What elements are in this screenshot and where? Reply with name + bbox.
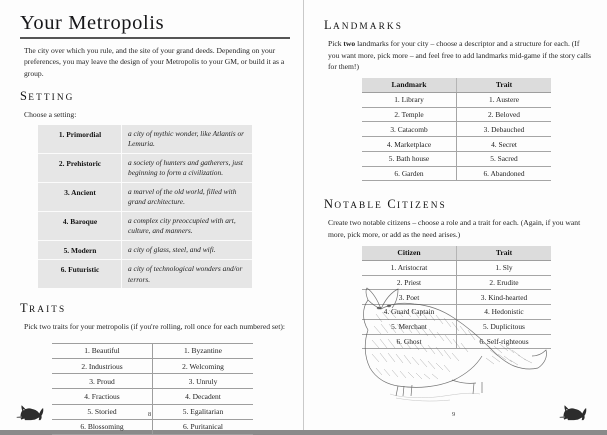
- landmark-trait-option: 4. Secret: [457, 137, 552, 152]
- table-row: [38, 211, 252, 240]
- landmark-option: 2. Temple: [362, 107, 457, 122]
- table-row: [52, 389, 253, 404]
- trait-option-a: 5. Storied: [52, 404, 153, 419]
- traits-heading-initial: T: [20, 301, 29, 316]
- table-row: [362, 137, 551, 152]
- table-row: [52, 343, 253, 358]
- setting-option-desc: a complex city preoccupied with art, culture, and manners.: [122, 211, 253, 240]
- table-row: [38, 153, 252, 182]
- section-heading-notable-citizens: [324, 197, 591, 212]
- citizen-option: 5. Merchant: [362, 319, 457, 334]
- table-row: [52, 374, 253, 389]
- table-row: [38, 125, 252, 154]
- setting-option-number: 5. Modern: [38, 240, 122, 260]
- table-header-row: [362, 78, 551, 93]
- landmark-trait-option: 5. Sacred: [457, 151, 552, 166]
- landmarks-heading-initial: L: [324, 18, 333, 32]
- title-rule: [20, 37, 290, 39]
- trait-option-b: 6. Puritanical: [153, 419, 254, 434]
- setting-heading-initial: S: [20, 89, 29, 104]
- landmark-trait-option: 3. Debauched: [457, 122, 552, 137]
- trait-option-b: 1. Byzantine: [153, 343, 254, 358]
- landmark-option: 6. Garden: [362, 166, 457, 181]
- page-number-right: 9: [452, 411, 456, 418]
- landmarks-prompt-pre: Pick: [328, 39, 344, 48]
- trait-option-a: 6. Blossoming: [52, 419, 153, 434]
- table-row: [362, 151, 551, 166]
- setting-table: [38, 125, 252, 289]
- citizen-option: 4. Guard Captain: [362, 305, 457, 320]
- table-row: [38, 260, 252, 289]
- cat-silhouette-icon: [557, 402, 591, 424]
- citizen-option: 3. Poet: [362, 290, 457, 305]
- table-row: [362, 107, 551, 122]
- page-title: Your Metropolis: [20, 12, 165, 34]
- table-row: [52, 404, 253, 419]
- traits-table: [52, 343, 253, 435]
- landmark-option: 3. Catacomb: [362, 122, 457, 137]
- landmarks-table: [362, 78, 551, 182]
- citizen-trait-option: 1. Sly: [457, 260, 552, 275]
- section-heading-setting: [20, 89, 287, 104]
- landmarks-prompt: [328, 38, 591, 73]
- setting-option-number: 1. Primordial: [38, 125, 122, 154]
- citizen-trait-option: 5. Duplicitous: [457, 319, 552, 334]
- landmark-trait-option: 2. Beloved: [457, 107, 552, 122]
- citizen-trait-option: 3. Kind-hearted: [457, 290, 552, 305]
- table-row: [52, 419, 253, 434]
- setting-option-desc: a city of glass, steel, and wifi.: [122, 240, 253, 260]
- landmarks-heading-rest: ANDMARKS: [332, 22, 403, 32]
- trait-option-a: 3. Proud: [52, 374, 153, 389]
- trait-option-a: 1. Beautiful: [52, 343, 153, 358]
- landmark-option: 4. Marketplace: [362, 137, 457, 152]
- setting-option-number: 4. Baroque: [38, 211, 122, 240]
- trait-option-b: 4. Decadent: [153, 389, 254, 404]
- citizens-heading-rest: OTABLE: [334, 201, 388, 212]
- trait-option-a: 4. Fractious: [52, 389, 153, 404]
- traits-prompt: Pick two traits for your metropolis (if you're rolling, roll once for each numbered set):: [24, 322, 285, 332]
- left-page: [0, 0, 303, 430]
- landmarks-header-trait: Trait: [457, 78, 552, 93]
- right-page: [303, 0, 607, 430]
- setting-option-number: 6. Futuristic: [38, 260, 122, 289]
- landmark-trait-option: 6. Abandoned: [457, 166, 552, 181]
- citizens-header-trait: Trait: [457, 246, 552, 261]
- cat-illustration: [332, 284, 560, 404]
- citizen-trait-option: 6. Self-righteous: [457, 334, 552, 349]
- traits-heading-rest: RAITS: [28, 305, 67, 316]
- landmarks-prompt-emphasis: two: [343, 39, 356, 48]
- trait-option-b: 3. Unruly: [153, 374, 254, 389]
- trait-option-b: 5. Egalitarian: [153, 404, 254, 419]
- trait-option-a: 2. Industrious: [52, 359, 153, 374]
- landmarks-prompt-post: landmarks for your city – choose a descriptor and a structure for each. (If you want more, pick more – and feel free to add landmarks mid-game if the story calls for them!): [328, 39, 591, 72]
- section-heading-traits: [20, 301, 287, 316]
- table-header-row: [362, 246, 551, 261]
- setting-option-desc: a society of hunters and gatherers, just beginning to form a civilization.: [122, 153, 253, 182]
- section-heading-landmarks: [324, 18, 591, 33]
- cat-silhouette-icon: [14, 402, 48, 424]
- page-number-left: 8: [148, 411, 152, 418]
- table-row: [38, 240, 252, 260]
- table-row: [362, 92, 551, 107]
- citizens-heading-rest-2: ITIZENS: [396, 201, 447, 212]
- citizen-option: 2. Priest: [362, 275, 457, 290]
- citizen-option: 6. Ghost: [362, 334, 457, 349]
- setting-option-number: 3. Ancient: [38, 182, 122, 211]
- landmark-option: 5. Bath house: [362, 151, 457, 166]
- table-row: [52, 359, 253, 374]
- intro-paragraph: The city over which you rule, and the site of your grand deeds. Depending on your preferences, you may leave the design of your Metropolis to your GM, or build it as a group.: [24, 45, 285, 78]
- citizens-prompt: Create two notable citizens – choose a role and a trait for each. (Again, if you want more, pick more, or add as the need arises.): [328, 218, 581, 239]
- citizens-header-citizen: Citizen: [362, 246, 457, 261]
- table-row: [362, 166, 551, 181]
- setting-option-desc: a marvel of the old world, filled with grand architecture.: [122, 182, 253, 211]
- trait-option-b: 2. Welcoming: [153, 359, 254, 374]
- landmark-option: 1. Library: [362, 92, 457, 107]
- setting-option-desc: a city of mythic wonder, like Atlantis or Lemuria.: [122, 125, 253, 154]
- table-row: [38, 182, 252, 211]
- setting-option-number: 2. Prehistoric: [38, 153, 122, 182]
- table-row: [362, 260, 551, 275]
- setting-option-desc: a city of technological wonders and/or terrors.: [128, 264, 243, 284]
- landmark-trait-option: 1. Austere: [457, 92, 552, 107]
- citizens-heading-initial: N: [324, 197, 335, 212]
- table-row: [362, 122, 551, 137]
- citizen-option: 1. Aristocrat: [362, 260, 457, 275]
- setting-prompt: Choose a setting:: [24, 110, 77, 120]
- landmarks-header-landmark: Landmark: [362, 78, 457, 93]
- citizens-heading-initial-2: C: [387, 197, 397, 212]
- setting-heading-rest: ETTING: [28, 93, 75, 104]
- citizen-trait-option: 2. Erudite: [457, 275, 552, 290]
- citizen-trait-option: 4. Hedonistic: [457, 305, 552, 320]
- traits-table-wrap: [18, 343, 287, 435]
